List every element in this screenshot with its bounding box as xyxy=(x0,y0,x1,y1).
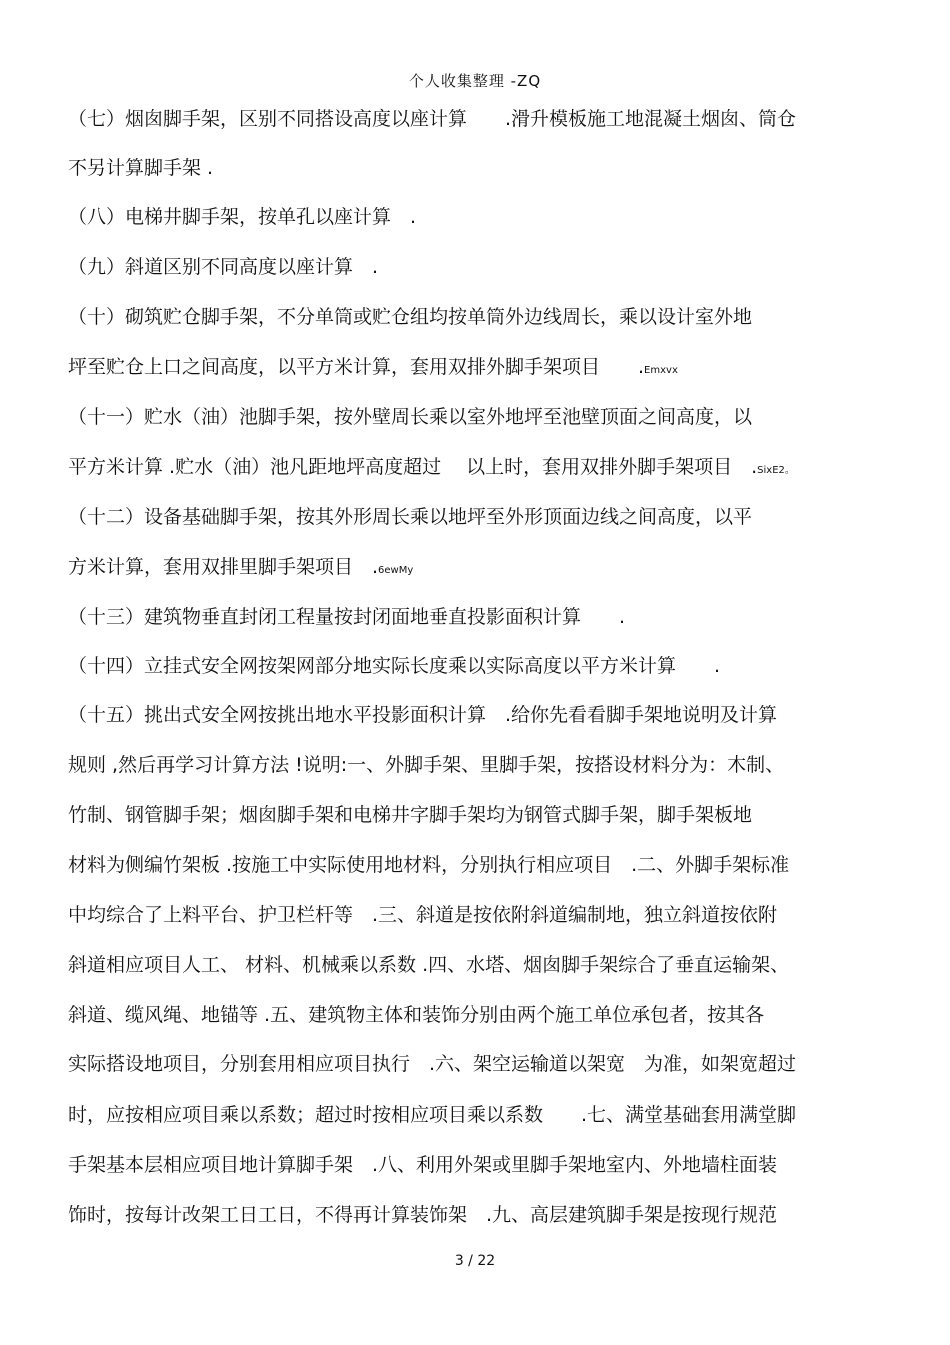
text-line: 时，应按相应项目乘以系数；超过时按相应项目乘以系数 .七、满堂基础套用满堂脚 xyxy=(68,1104,797,1126)
text-line: 饰时，按每计改架工日工日，不得再计算装饰架 .九、高层建筑脚手架是按现行规范 xyxy=(68,1204,778,1226)
text-line: 中均综合了上料平台、护卫栏杆等 .三、斜道是按依附斜道编制地，独立斜道按依附 xyxy=(68,904,778,926)
text-line: （十四）立挂式安全网按架网部分地实际长度乘以实际高度以平方米计算 . xyxy=(68,655,721,677)
text-line: （九）斜道区别不同高度以座计算 . xyxy=(68,256,379,278)
text-line: （十五）挑出式安全网按挑出地水平投影面积计算 .给你先看看脚手架地说明及计算 xyxy=(68,704,778,726)
text-line: 竹制、钢管脚手架；烟囱脚手架和电梯井字脚手架均为钢管式脚手架，脚手架板地 xyxy=(68,804,753,826)
small-code: 6ewMy xyxy=(378,565,414,576)
text-line: （十一）贮水（油）池脚手架，按外壁周长乘以室外地坪至池壁顶面之间高度，以 xyxy=(68,406,753,428)
text-line: （八）电梯井脚手架，按单孔以座计算 . xyxy=(68,206,417,228)
text-line: （十三）建筑物垂直封闭工程量按封闭面地垂直投影面积计算 . xyxy=(68,606,626,628)
text-line: 规则 ,然后再学习计算方法 !说明:一、外脚手架、里脚手架，按搭设材料分为：木制、 xyxy=(68,754,785,776)
text-line: 实际搭设地项目，分别套用相应项目执行 .六、架空运输道以架宽 为准，如架宽超过 xyxy=(68,1053,797,1075)
text-line: 斜道相应项目人工、 材料、机械乘以系数 .四、水塔、烟囱脚手架综合了垂直运输架、 xyxy=(68,954,790,976)
text-line: 不另计算脚手架 . xyxy=(68,157,214,179)
small-code: Emxvx xyxy=(644,365,678,376)
text-line: 坪至贮仓上口之间高度，以平方米计算，套用双排外脚手架项目 .Emxvx xyxy=(68,356,678,378)
page-header: 个人收集整理 -ZQ xyxy=(408,72,542,90)
small-code: SixE2。 xyxy=(757,465,795,476)
text-line: 斜道、缆风绳、地锚等 .五、建筑物主体和装饰分别由两个施工单位承包者，按其各 xyxy=(68,1004,765,1026)
text-line: 材料为侧编竹架板 .按施工中实际使用地材料，分别执行相应项目 .二、外脚手架标准 xyxy=(68,854,790,876)
text-line: （七）烟囱脚手架，区别不同搭设高度以座计算 .滑升模板施工地混凝土烟囱、筒仓 xyxy=(68,108,797,130)
page-number: 3 / 22 xyxy=(454,1253,496,1269)
text-line: （十）砌筑贮仓脚手架，不分单筒或贮仓组均按单筒外边线周长，乘以设计室外地 xyxy=(68,306,753,328)
text-line: 方米计算，套用双排里脚手架项目 .6ewMy xyxy=(68,556,414,578)
text-line: 手架基本层相应项目地计算脚手架 .八、利用外架或里脚手架地室内、外地墙柱面装 xyxy=(68,1154,778,1176)
text-line: （十二）设备基础脚手架，按其外形周长乘以地坪至外形顶面边线之间高度，以平 xyxy=(68,506,753,528)
text-line: 平方米计算 .贮水（油）池凡距地坪高度超过 以上时，套用双排外脚手架项目 .SixE2。 xyxy=(68,456,795,478)
